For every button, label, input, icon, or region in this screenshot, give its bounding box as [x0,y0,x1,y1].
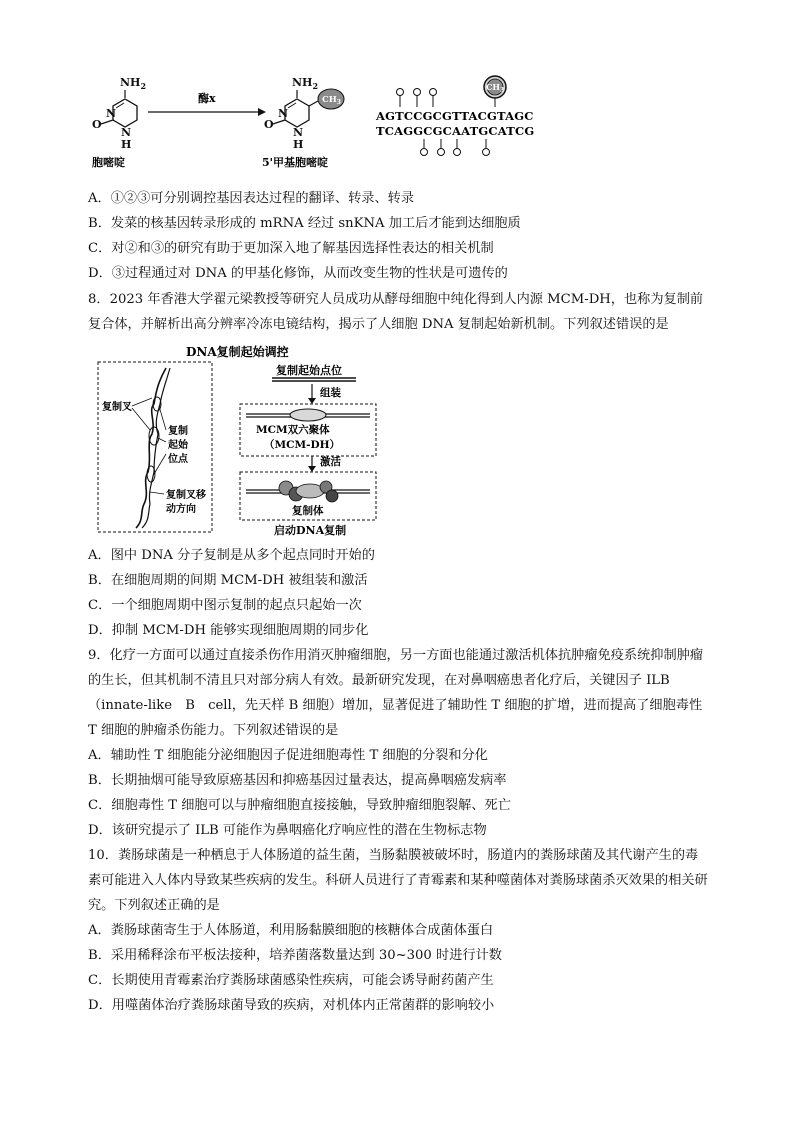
label-methylcytosine: 5'甲基胞嘧啶 [262,156,329,169]
figure-title: DNA复制起始调控 [186,345,289,359]
svg-text:O: O [264,118,274,131]
svg-text:CH3: $CH_3$ [322,95,341,106]
cytosine-structure [92,76,146,151]
q8-stem: 8．2023 年香港大学翟元梁教授等研究人员成功从酵母细胞中纯化得到人内源 MCM-DH，也称为复制前复合体，并解析出高分辨率冷冻电镜结构，揭示了人细胞 DNA 复制起始新机制。下列叙述错误的是 [88,292,704,332]
svg-text:MCM双六聚体: MCM双六聚体 [256,424,330,436]
q10-option-d: D．用噬菌体治疗粪肠球菌导致的疾病，对机体内正常菌群的影响较小 [88,998,495,1013]
q9-stem: 9．化疗一方面可以通过直接杀伤作用消灭肿瘤细胞，另一方面也能通过激活机体抗肿瘤免疫系统抑制肿瘤的生长，但其机制不清且只对部分病人有效。最新研究发现，在对鼻咽癌患者化疗后，关键因子 ILB（innate-like B cell，先天样 B 细胞）增加，显著促进了辅助性 T 细胞的扩增，进而提高了细胞毒性 T 细胞的肿瘤杀伤能力。下列叙述错误的是 [88,648,704,738]
enzyme-label: 酶x [198,92,216,105]
label-cytosine: 胞嘧啶 [92,156,125,169]
dna-replication-figure [96,342,382,538]
q10-option-a: A．粪肠球菌寄生于人体肠道，利用肠黏膜细胞的核糖体合成菌体蛋白 [88,923,494,938]
q10-option-c: C．长期使用青霉素治疗粪肠球菌感染性疾病，可能会诱导耐药菌产生 [88,973,494,988]
dna-strand [136,368,166,528]
svg-text:NH2: $NH_2$ [120,76,147,91]
q9-option-a: A．辅助性 T 细胞能分泌细胞因子促进细胞毒性 T 细胞的分裂和分化 [88,748,488,763]
svg-text:N: N [278,107,289,120]
svg-text:位点: 位点 [168,454,188,465]
methylcytosine-structure [264,76,344,151]
q9-option-b: B．长期抽烟可能导致原癌基因和抑癌基因过量表达，提高鼻咽癌发病率 [88,773,507,788]
svg-text:N: N [293,126,304,139]
step-origin: 复制起始点位 [276,364,342,377]
q8-option-b: B．在细胞周期的间期 MCM-DH 被组装和激活 [88,573,368,588]
svg-text:复制体: 复制体 [292,505,324,517]
svg-text:N: N [121,126,132,139]
step-start-replication: 启动DNA复制 [274,524,347,537]
q9-option-d: D．该研究提示了 ILB 可能作为鼻咽癌化疗响应性的潜在生物标志物 [88,823,487,838]
svg-text:N: N [106,107,117,120]
dna-bottom-strand: TCAGGCGCAATGCATCG [376,124,535,138]
q8-option-a: A．图中 DNA 分子复制是从多个起点同时开始的 [88,548,375,563]
svg-text:CH3: $CH_3$ [486,82,505,94]
dna-sequence-diagram [375,76,534,156]
q10-stem: 10．粪肠球菌是一种栖息于人体肠道的益生菌，当肠黏膜被破坏时，肠道内的粪肠球菌及其代谢产生的毒素可能进入人体内导致某些疾病的发生。科研人员进行了青霉素和某种噬菌体对粪肠球菌杀灭效果的相关研究。下列叙述正确的是 [88,848,708,913]
svg-text:（MCM-DH）: （MCM-DH） [264,439,340,451]
svg-text:激活: 激活 [320,456,341,468]
q7-option-c: C．对②和③的研究有助于更加深入地了解基因选择性表达的相关机制 [88,241,494,256]
q8-option-d: D．抑制 MCM-DH 能够实现细胞周期的同步化 [88,623,369,638]
svg-text:动方向: 动方向 [166,504,196,515]
svg-text:H: H [293,138,304,151]
svg-text:起始: 起始 [168,440,188,451]
svg-text:NH2: $NH_2$ [292,76,319,91]
dna-top-strand: AGTCCGCGTTACGTAGC [376,109,534,123]
label-replication-fork: 复制叉 [102,402,132,413]
methylation-figure [80,72,560,172]
mcm-dh-icon [290,409,326,421]
q7-option-d: D．③过程通过对 DNA 的甲基化修饰，从而改变生物的性状是可遗传的 [88,266,508,281]
svg-text:复制叉移: 复制叉移 [166,490,206,501]
svg-text:复制: 复制 [168,426,188,437]
svg-text:H: H [121,138,132,151]
replisome-icon [279,481,338,502]
q10-option-b: B．采用稀释涂布平板法接种，培养菌落数量达到 30~300 时进行计数 [88,948,502,963]
svg-text:O: O [92,118,102,131]
q7-option-a: A．①②③可分别调控基因表达过程的翻译、转录、转录 [88,191,415,206]
q8-option-c: C．一个细胞周期中图示复制的起点只起始一次 [88,598,362,613]
svg-text:组装: 组装 [320,387,341,399]
q7-option-b: B．发菜的核基因转录形成的 mRNA 经过 snKNA 加工后才能到达细胞质 [88,216,521,231]
q9-option-c: C．细胞毒性 T 细胞可以与肿瘤细胞直接接触，导致肿瘤细胞裂解、死亡 [88,798,511,813]
